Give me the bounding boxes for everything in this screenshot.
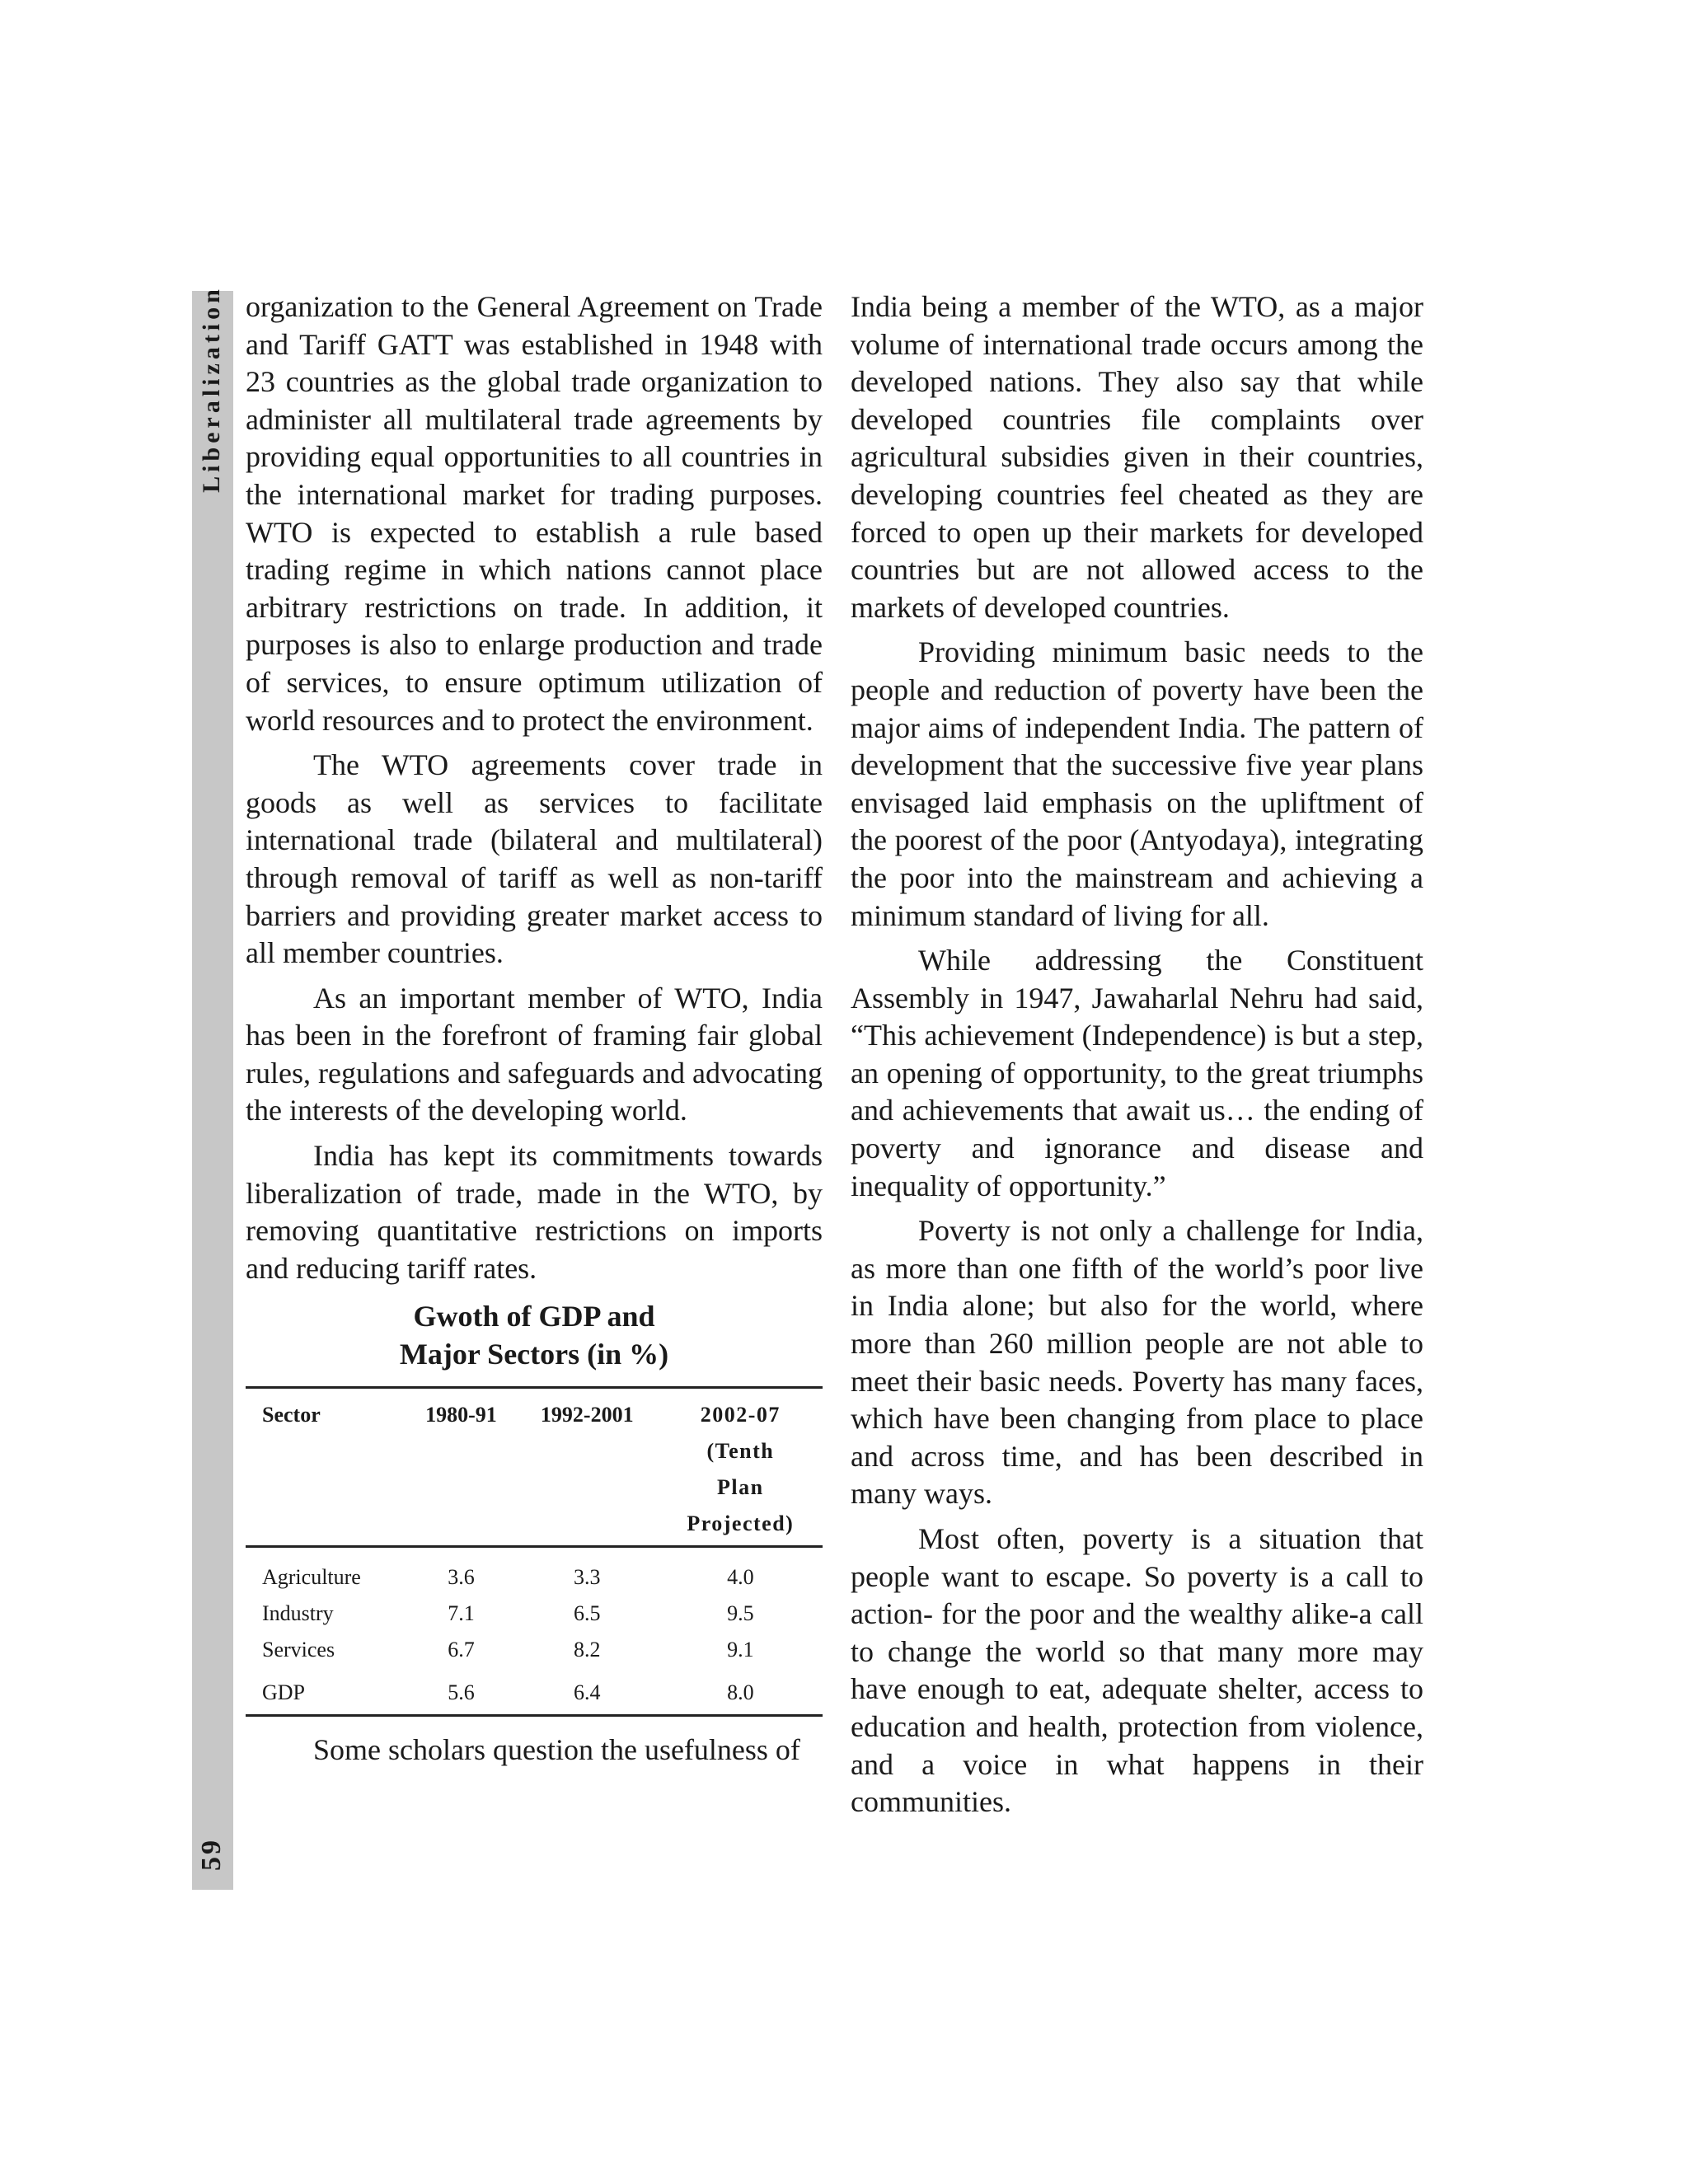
- cell-sector: Industry: [262, 1601, 334, 1626]
- header-note-line: (Tenth: [706, 1439, 775, 1464]
- header-sector: Sector: [262, 1403, 321, 1427]
- paragraph: As an important member of WTO, India has been in the forefront of framing fair global rules, regulations and safeguards and advocating the interests of the developing world.: [246, 981, 823, 1127]
- paragraph: While addressing the Constituent Assembly in 1947, Jawaharlal Nehru had said, “This achievement (Independence) is but a step, an opening of opportunity, to the great triumphs and achievements that await us… the ending of poverty and ignorance and disease and inequality of opportunity.”: [851, 944, 1423, 1202]
- cell-value: 3.3: [574, 1565, 601, 1590]
- table-title: [246, 1297, 823, 1373]
- table-title-line: Major Sectors (in %): [399, 1338, 669, 1371]
- cell-value: 6.5: [574, 1601, 601, 1626]
- table-row: [246, 1632, 823, 1668]
- table-header-row: [246, 1388, 823, 1547]
- header-1992-2001: 1992-2001: [540, 1403, 634, 1427]
- table-row: [246, 1547, 823, 1596]
- paragraph: Most often, poverty is a situation that people want to escape. So poverty is a call to action- for the poor and the wealthy alike-a call to change the world so that many more may have enough to eat, adequate shelter, access to education and health, protection from violence, and a voice in what happens in their communities.: [851, 1522, 1423, 1819]
- running-head: Liberalization: [198, 285, 225, 493]
- cell-sector: Agriculture: [262, 1565, 361, 1590]
- table-row: [246, 1596, 823, 1632]
- paragraph: The WTO agreements cover trade in goods as well as services to facilitate international trade (bilateral and multilateral) through removal of tariff as well as non-tariff barriers and providing greater market access to all member countries.: [246, 748, 823, 970]
- cell-value: 4.0: [727, 1565, 754, 1590]
- left-column: [246, 288, 823, 1777]
- header-note-line: Projected): [687, 1511, 795, 1536]
- side-band: [192, 291, 233, 1890]
- cell-value: 9.5: [727, 1601, 754, 1626]
- table-title-line: Gwoth of GDP and: [413, 1300, 655, 1333]
- cell-value: 6.4: [574, 1680, 601, 1705]
- cell-value: 9.1: [727, 1638, 754, 1662]
- cell-value: 5.6: [448, 1680, 475, 1705]
- cell-value: 8.2: [574, 1638, 601, 1662]
- paragraph: Poverty is not only a challenge for India, as more than one fifth of the world’s poor live in India alone; but also for the world, where more than 260 million people are not able to meet their basic needs. Poverty has many faces, which have been changing from place to place and across time, and has been described in many ways.: [851, 1214, 1423, 1511]
- header-note-line: Plan: [717, 1475, 764, 1500]
- gdp-growth-table: [246, 1386, 823, 1717]
- table-row: [246, 1668, 823, 1716]
- cell-sector: Services: [262, 1638, 335, 1662]
- cell-value: 6.7: [448, 1638, 475, 1662]
- paragraph: Providing minimum basic needs to the people and reduction of poverty have been the major aims of independent India. The pattern of development that the successive five year plans envisaged laid emphasis on the upliftment of the poorest of the poor (Antyodaya), integrating the poor into the mainstream and achieving a minimum standard of living for all.: [851, 635, 1423, 932]
- paragraph: India being a member of the WTO, as a major volume of international trade occurs among the developed nations. They also say that while developed countries file complaints over agricultural subsidies given in their countries, developing countries feel cheated as they are forced to open up their markets for developed countries but are not allowed access to the markets of developed countries.: [851, 290, 1423, 624]
- right-column: [851, 288, 1423, 1829]
- cell-sector: GDP: [262, 1680, 306, 1705]
- paragraph: organization to the General Agreement on Trade and Tariff GATT was established in 1948 with 23 countries as the global trade organization to administer all multilateral trade agreements by providing equal opportunities to all countries in the international market for trading purposes. WTO is expected to establish a rule based trading regime in which nations cannot place arbitrary restrictions on trade. In addition, it purposes is also to enlarge production and trade of services, to ensure optimum utilization of world resources and to protect the environment.: [246, 290, 823, 737]
- cell-value: 7.1: [448, 1601, 475, 1626]
- cell-value: 3.6: [448, 1565, 475, 1590]
- paragraph: Some scholars question the usefulness of: [313, 1733, 800, 1767]
- header-1980-91: 1980-91: [425, 1403, 497, 1427]
- header-2002-07-label: 2002-07: [700, 1403, 781, 1427]
- paragraph: India has kept its commitments towards liberalization of trade, made in the WTO, by removing quantitative restrictions on imports and reducing tariff rates.: [246, 1139, 823, 1285]
- cell-value: 8.0: [727, 1680, 754, 1705]
- header-2002-07: [659, 1388, 823, 1547]
- page-number: 59: [196, 1838, 227, 1871]
